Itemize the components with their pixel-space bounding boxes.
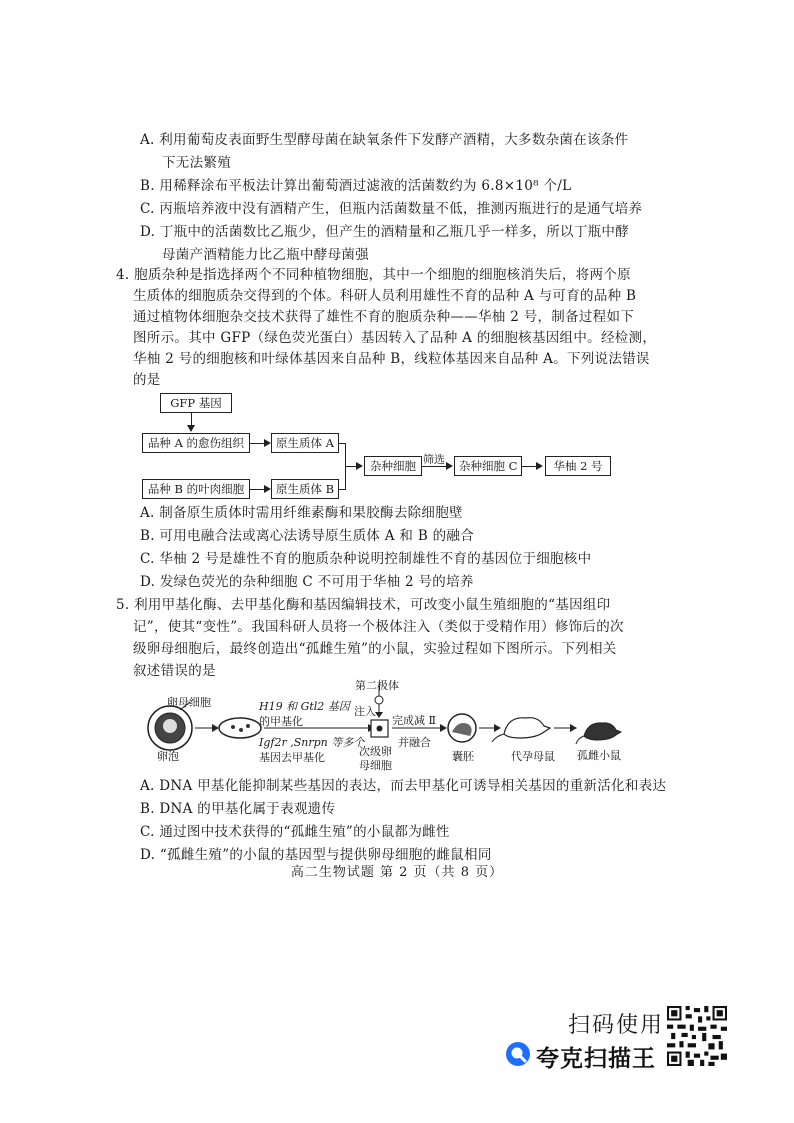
q4-option-c: C. 华柚 2 号是雄性不育的胞质杂种说明控制雄性不育的基因位于细胞核中 [140,551,592,567]
q5-stem-line4: 叙述错误的是 [133,663,216,679]
quark-logo-icon [505,1041,531,1067]
q4-stem-line2: 生质体的细胞质杂交得到的个体。科研人员利用雄性不育的品种 A 与可育的品种 B [133,288,637,304]
secondary-oocyte-label2: 母细胞 [359,759,392,772]
arrow-gfp-tip [187,425,195,432]
dish-cell-2 [239,728,243,732]
offspring-mouse-tail [576,736,584,744]
inject-label: 注入 [354,705,376,718]
page-footer: 高二生物试题 第 2 页（共 8 页） [290,865,504,880]
q3-option-d-line1: D. 丁瓶中的活菌数比乙瓶少，但产生的酒精量和乙瓶几乎一样多，所以丁瓶中酵 [140,224,630,240]
hybrid-cell-box: 杂种细胞 [364,456,422,476]
q5-option-d: D. “孤雌生殖”的小鼠的基因型与提供卵母细胞的雌鼠相同 [140,847,492,863]
quark-scanner-brand: 夸克扫描王 [536,1046,656,1072]
q3-option-a-line2: 下无法繁殖 [162,155,231,171]
callus-box: 品种 A 的愈伤组织 [142,433,250,453]
methylation-label: 的甲基化 [259,715,303,728]
q4-stem-line6: 的是 [133,372,161,388]
surrogate-mouse-tail [492,734,504,742]
arrow-oocyte-blastocyst-tip [440,724,447,732]
q5-stem-line2: 记”，使其“变性”。我国科研人员将一个极体注入（类似于受精作用）修饰后的次 [133,619,624,635]
arrow-leaf [249,489,265,490]
parthenogenetic-mouse-label: 孤雌小鼠 [577,749,621,762]
oocyte-label: 卵母细胞 [167,696,211,709]
follicle-oocyte [163,719,177,733]
q4-option-b: B. 可用电融合法或离心法诱导原生质体 A 和 B 的融合 [140,528,475,544]
blastocyst-label: 囊胚 [452,750,474,763]
surrogate-label: 代孕母鼠 [511,750,555,763]
arrow-callus [249,443,265,444]
q5-option-c: C. 通过图中技术获得的“孤雌生殖”的小鼠都为雌性 [140,824,450,840]
surrogate-mouse [504,718,550,738]
q5-stem-line1: 5. 利用甲基化酶、去甲基化酶和基因编辑技术，可改变小鼠生殖细胞的“基因组印 [116,597,611,613]
hybrid-c-box: 杂种细胞 C [454,456,522,476]
protoplast-b-box: 原生质体 B [271,479,339,499]
arrow-to-huayou [521,466,537,467]
dish-cell-1 [231,725,235,729]
offspring-mouse [584,723,621,740]
petri-dish [219,718,261,738]
q4-option-a: A. 制备原生质体时需用纤维素酶和果胶酶去除细胞壁 [140,505,463,521]
arrow-leaf-tip [264,485,271,493]
scan-to-use-text: 扫码使用 [568,1013,665,1038]
polar-body-label: 第二极体 [355,679,399,692]
gfp-gene-box: GFP 基因 [160,393,232,413]
demethylation-label: 基因去甲基化 [259,751,325,764]
q5-option-b: B. DNA 的甲基化属于表观遗传 [140,801,336,817]
huayou-box: 华柚 2 号 [545,456,611,476]
dish-cell-3 [246,724,250,728]
arrow-follicle-dish-tip [212,724,219,732]
h19-label: H19 和 Gtl2 基因 [259,700,350,713]
arrow-surrogate-offspring-tip [570,724,577,732]
q5-option-a: A. DNA 甲基化能抑制某些基因的表达，而去甲基化可诱导相关基因的重新活化和表达 [140,778,667,794]
q4-stem-line1: 4. 胞质杂种是指选择两个不同种植物细胞，其中一个细胞的细胞核消失后，将两个原 [116,267,631,283]
q3-option-c: C. 丙瓶培养液中没有酒精产生，但瓶内活菌数量不低，推测丙瓶进行的是通气培养 [140,201,643,217]
arrow-blastocyst-surrogate-tip [494,724,501,732]
q4-stem-line4: 图所示。其中 GFP（绿色荧光蛋白）基因转入了品种 A 的细胞核基因组中。经检测， [133,330,657,346]
q4-stem-line5: 华柚 2 号的细胞核和叶绿体基因来自品种 B，线粒体基因来自品种 A。下列说法错误 [133,351,650,367]
leaf-cell-box: 品种 B 的叶肉细胞 [142,479,250,499]
secondary-oocyte-nucleus [377,726,383,732]
fuse-label: 并融合 [398,736,431,749]
inject-tip [375,712,383,718]
igf-label: Igf2r ,Snrpn 等多个 [259,736,365,749]
screen-label: 筛选 [423,453,445,466]
polar-body [375,696,383,704]
arrow-screen [421,466,447,467]
protoplast-a-box: 原生质体 A [271,433,339,453]
arrow-screen-tip [446,462,453,470]
arrow-callus-tip [264,439,271,447]
q3-option-d-line2: 母菌产酒精能力比乙瓶中酵母菌强 [162,247,369,263]
q4-stem-line3: 通过植物体细胞杂交技术获得了雄性不育的胞质杂种——华柚 2 号，制备过程如下 [133,309,635,325]
secondary-oocyte-label1: 次级卵 [359,745,392,758]
q3-option-a-line1: A. 利用葡萄皮表面野生型酵母菌在缺氧条件下发酵产酒精，大多数杂菌在该条件 [140,132,629,148]
follicle-label: 卵泡 [157,750,179,763]
q5-stem-line3: 级卵母细胞后，最终创造出“孤雌生殖”的小鼠，实验过程如下图所示。下列相关 [133,641,617,657]
q4-option-d: D. 发绿色荧光的杂种细胞 C 不可用于华柚 2 号的培养 [140,574,474,590]
merge-out-tip [356,462,363,470]
qr-code-icon[interactable] [667,1006,727,1066]
q3-option-b: B. 用稀释涂布平板法计算出葡萄酒过滤液的活菌数约为 6.8×10⁸ 个/L [140,178,572,194]
complete-meiosis-label: 完成减 Ⅱ [392,714,436,727]
arrow-to-huayou-tip [536,462,543,470]
